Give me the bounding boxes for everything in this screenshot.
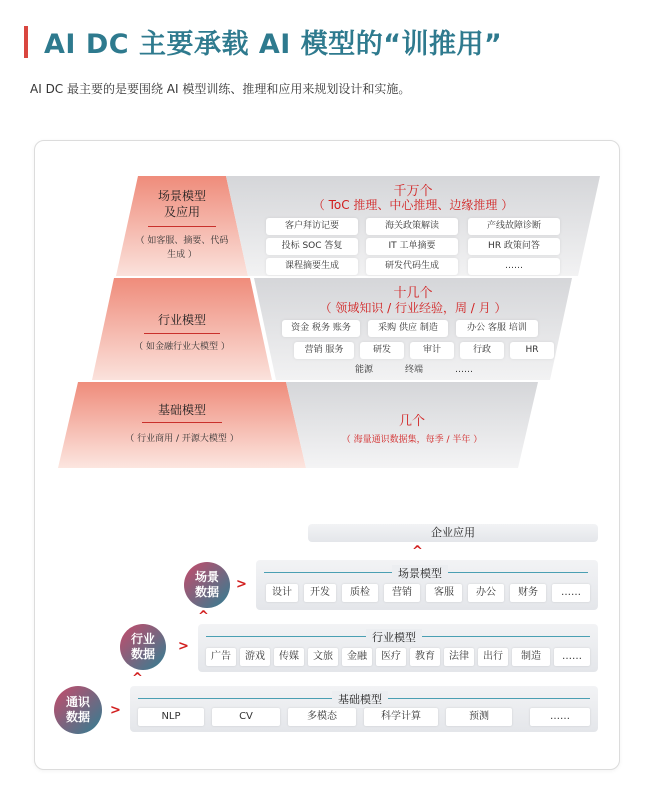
- industry-model-layer: [198, 624, 598, 672]
- tier-industry-label: 行业模型: [157, 313, 206, 327]
- scene-item: 财务: [510, 584, 546, 602]
- chip: 终端: [404, 365, 423, 375]
- banner-base-title: 几个: [398, 414, 425, 429]
- base-item: ……: [530, 708, 590, 726]
- tier-base-model: [58, 382, 306, 468]
- chip: ……: [455, 365, 473, 375]
- chip: 研发: [360, 342, 404, 359]
- banner-base-subtitle: （ 海量通识数据集，每季 / 半年 ）: [341, 435, 483, 445]
- industry-item: 出行: [478, 648, 508, 666]
- intro-text: AI DC 最主要的是要围绕 AI 模型训练、推理和应用来规划设计和实施。: [30, 82, 411, 96]
- industry-item: 金融: [342, 648, 372, 666]
- chevron-up-icon: ^: [132, 671, 143, 686]
- chip: 投标 SOC 答复: [266, 238, 358, 255]
- industry-item: 法律: [444, 648, 474, 666]
- tier-industry-model: [92, 278, 272, 380]
- scene-item: 营销: [384, 584, 420, 602]
- chevron-right-icon: >: [178, 639, 189, 654]
- chip: 办公 客服 培训: [456, 320, 538, 337]
- industry-data-line1: 行业: [130, 632, 155, 646]
- base-model-layer: [130, 686, 598, 732]
- chip: 采购 供应 制造: [368, 320, 448, 337]
- chip: 审计: [410, 342, 454, 359]
- industry-item: 游戏: [240, 648, 270, 666]
- industry-item: 广告: [206, 648, 236, 666]
- banner-industry: [254, 278, 572, 380]
- chip: ……: [468, 258, 560, 275]
- base-item: CV: [212, 708, 280, 726]
- chevron-right-icon: >: [236, 577, 247, 592]
- tier-scene-label2: 及应用: [163, 205, 200, 219]
- scene-item: 质检: [342, 584, 378, 602]
- chevron-up-icon: ^: [412, 544, 423, 559]
- base-item: 多模态: [288, 708, 356, 726]
- chip: HR: [510, 342, 554, 359]
- tier-scene-divider: [148, 226, 216, 227]
- industry-layer-title: 行业模型: [366, 629, 422, 645]
- tier-base-label: 基础模型: [157, 403, 206, 417]
- general-data-circle: [54, 686, 102, 734]
- tier-scene-sub1: （ 如客服、摘要、代码: [135, 236, 229, 246]
- chip: 行政: [460, 342, 504, 359]
- tier-base-shape: [58, 382, 306, 468]
- scene-item: 客服: [426, 584, 462, 602]
- tier-base-divider: [142, 422, 222, 423]
- base-item: NLP: [138, 708, 204, 726]
- general-data-line2: 数据: [65, 710, 90, 724]
- chip: 能源: [354, 365, 373, 375]
- industry-item: 教育: [410, 648, 440, 666]
- scene-data-line1: 场景: [194, 570, 219, 584]
- industry-item: 医疗: [376, 648, 406, 666]
- page-title: AI DC 主要承载 AI 模型的“训推用”: [44, 29, 503, 60]
- scene-data-line2: 数据: [194, 585, 219, 599]
- scene-item: 设计: [266, 584, 298, 602]
- industry-item: 文旅: [308, 648, 338, 666]
- banner-scene-subtitle: （ ToC 推理、中心推理、边缘推理 ）: [312, 198, 514, 212]
- base-item: 科学计算: [364, 708, 438, 726]
- industry-item: ……: [554, 648, 590, 666]
- banner-scene-title: 千万个: [393, 184, 433, 199]
- scene-data-circle: [184, 562, 230, 608]
- chip: HR 政策问答: [468, 238, 560, 255]
- general-data-line1: 通识: [65, 695, 90, 709]
- banner-base: [286, 382, 538, 468]
- title-accent-bar: [24, 26, 28, 58]
- scene-model-layer: [256, 560, 598, 610]
- base-item: 预测: [446, 708, 512, 726]
- chip: 研发代码生成: [366, 258, 458, 275]
- scene-item: 开发: [304, 584, 336, 602]
- chip: IT 工单摘要: [366, 238, 458, 255]
- chip: 客户拜访记要: [266, 218, 358, 235]
- chip: 海关政策解读: [366, 218, 458, 235]
- industry-data-line2: 数据: [130, 647, 155, 661]
- chip: 营销 服务: [294, 342, 354, 359]
- chip: 课程摘要生成: [266, 258, 358, 275]
- tier-scene-label1: 场景模型: [157, 189, 206, 203]
- tier-industry-divider: [144, 333, 220, 334]
- chip: 资金 税务 账务: [282, 320, 360, 337]
- industry-item: 制造: [512, 648, 550, 666]
- tier-industry-shape: [92, 278, 272, 380]
- tier-scene-sub2: 生成 ）: [167, 250, 197, 260]
- scene-item: 办公: [468, 584, 504, 602]
- scene-layer-title: 场景模型: [392, 565, 448, 581]
- banner-industry-title: 十几个: [393, 286, 433, 301]
- scene-item: ……: [552, 584, 590, 602]
- banner-scene: [226, 176, 600, 276]
- industry-data-circle: [120, 624, 166, 670]
- banner-industry-subtitle: （ 领域知识 / 行业经验，周 / 月 ）: [319, 301, 507, 315]
- tier-industry-sub: （ 如金融行业大模型 ）: [134, 342, 230, 352]
- enterprise-app-bar: [308, 524, 598, 542]
- chevron-right-icon: >: [110, 703, 121, 718]
- chip: 产线故障诊断: [468, 218, 560, 235]
- chevron-up-icon: ^: [198, 609, 209, 624]
- base-layer-title: 基础模型: [332, 691, 388, 707]
- tier-base-sub: （ 行业商用 / 开源大模型 ）: [125, 434, 239, 444]
- enterprise-app-label: 企业应用: [431, 526, 475, 539]
- industry-item: 传媒: [274, 648, 304, 666]
